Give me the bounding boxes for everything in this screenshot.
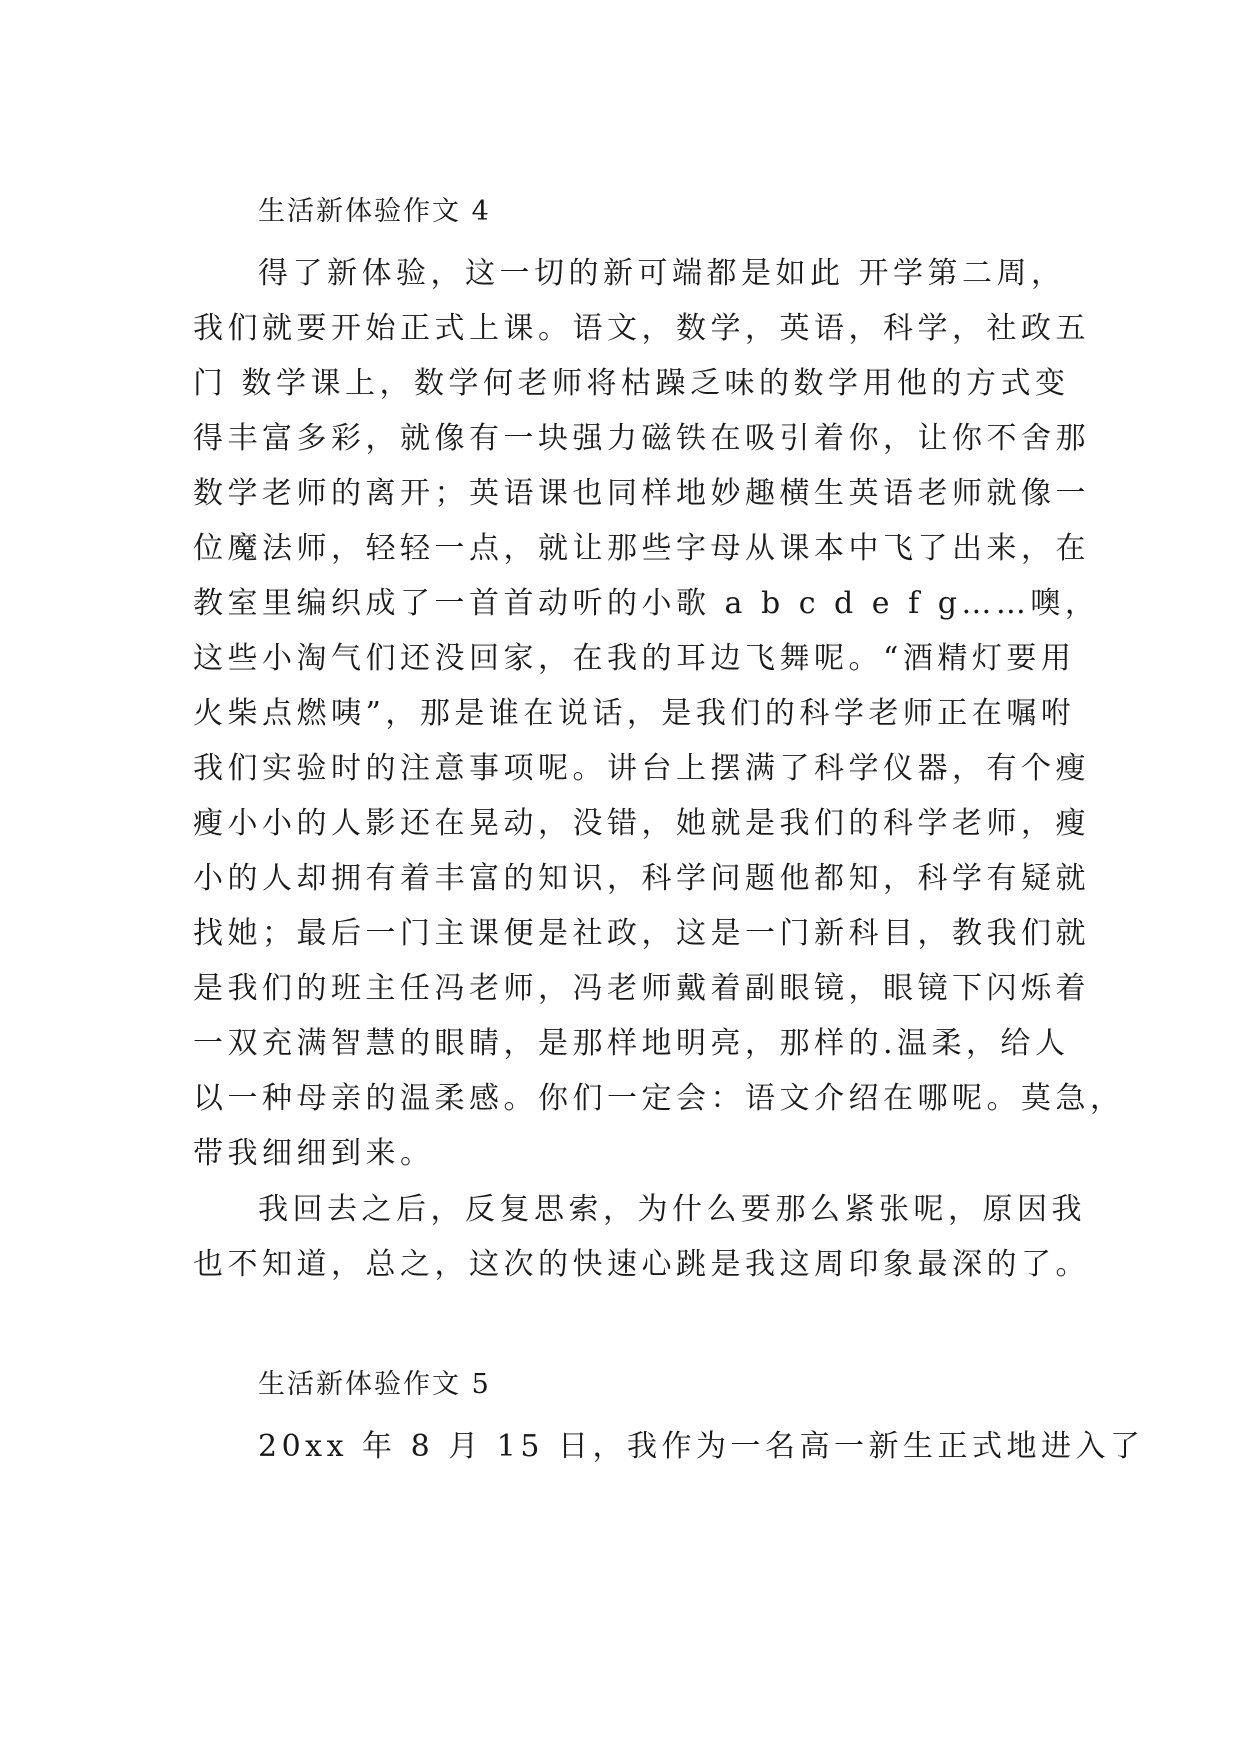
paragraph-line: 我们就要开始正式上课。语文，数学，英语，科学，社政五	[193, 311, 1090, 346]
paragraph-line: 瘦小小的人影还在晃动，没错，她就是我们的科学老师，瘦	[193, 806, 1090, 841]
paragraph-line: 20xx 年 8 月 15 日，我作为一名高一新生正式地进入了	[258, 1429, 1145, 1464]
paragraph-line: 也不知道，总之，这次的快速心跳是我这周印象最深的了。	[193, 1247, 1090, 1282]
paragraph-line: 得丰富多彩，就像有一块强力磁铁在吸引着你，让你不舍那	[193, 421, 1090, 456]
paragraph-line: 我们实验时的注意事项呢。讲台上摆满了科学仪器，有个瘦	[193, 751, 1090, 786]
paragraph-line: 找她；最后一门主课便是社政，这是一门新科目，教我们就	[193, 916, 1090, 951]
paragraph-line: 是我们的班主任冯老师，冯老师戴着副眼镜，眼镜下闪烁着	[193, 971, 1090, 1006]
paragraph-line: 以一种母亲的温柔感。你们一定会：语文介绍在哪呢。莫急，	[193, 1081, 1125, 1116]
paragraph-line: 门 数学课上，数学何老师将枯躁乏味的数学用他的方式变	[193, 366, 1070, 401]
section-4-title: 生活新体验作文 4	[258, 196, 491, 227]
paragraph-line: 数学老师的离开；英语课也同样地妙趣横生英语老师就像一	[193, 476, 1090, 511]
paragraph-line: 位魔法师，轻轻一点，就让那些字母从课本中飞了出来，在	[193, 531, 1090, 566]
paragraph-line: 一双充满智慧的眼睛，是那样地明亮，那样的.温柔，给人	[193, 1026, 1070, 1061]
paragraph-line: 我回去之后，反复思索，为什么要那么紧张呢，原因我	[258, 1192, 1086, 1227]
paragraph-line: 得了新体验，这一切的新可端都是如此 开学第二周，	[258, 256, 1066, 291]
paragraph-line: 这些小淘气们还没回家，在我的耳边飞舞呢。“酒精灯要用	[193, 641, 1076, 676]
paragraph-line: 带我细细到来。	[193, 1136, 435, 1171]
paragraph-line: 小的人却拥有着丰富的知识，科学问题他都知，科学有疑就	[193, 861, 1090, 896]
section-5-title: 生活新体验作文 5	[258, 1369, 491, 1400]
paragraph-line: 教室里编织成了一首首动听的小歌 a b c d e f g……噢，	[193, 586, 1100, 621]
paragraph-line: 火柴点燃咦”，那是谁在说话，是我们的科学老师正在嘱咐	[193, 696, 1076, 731]
